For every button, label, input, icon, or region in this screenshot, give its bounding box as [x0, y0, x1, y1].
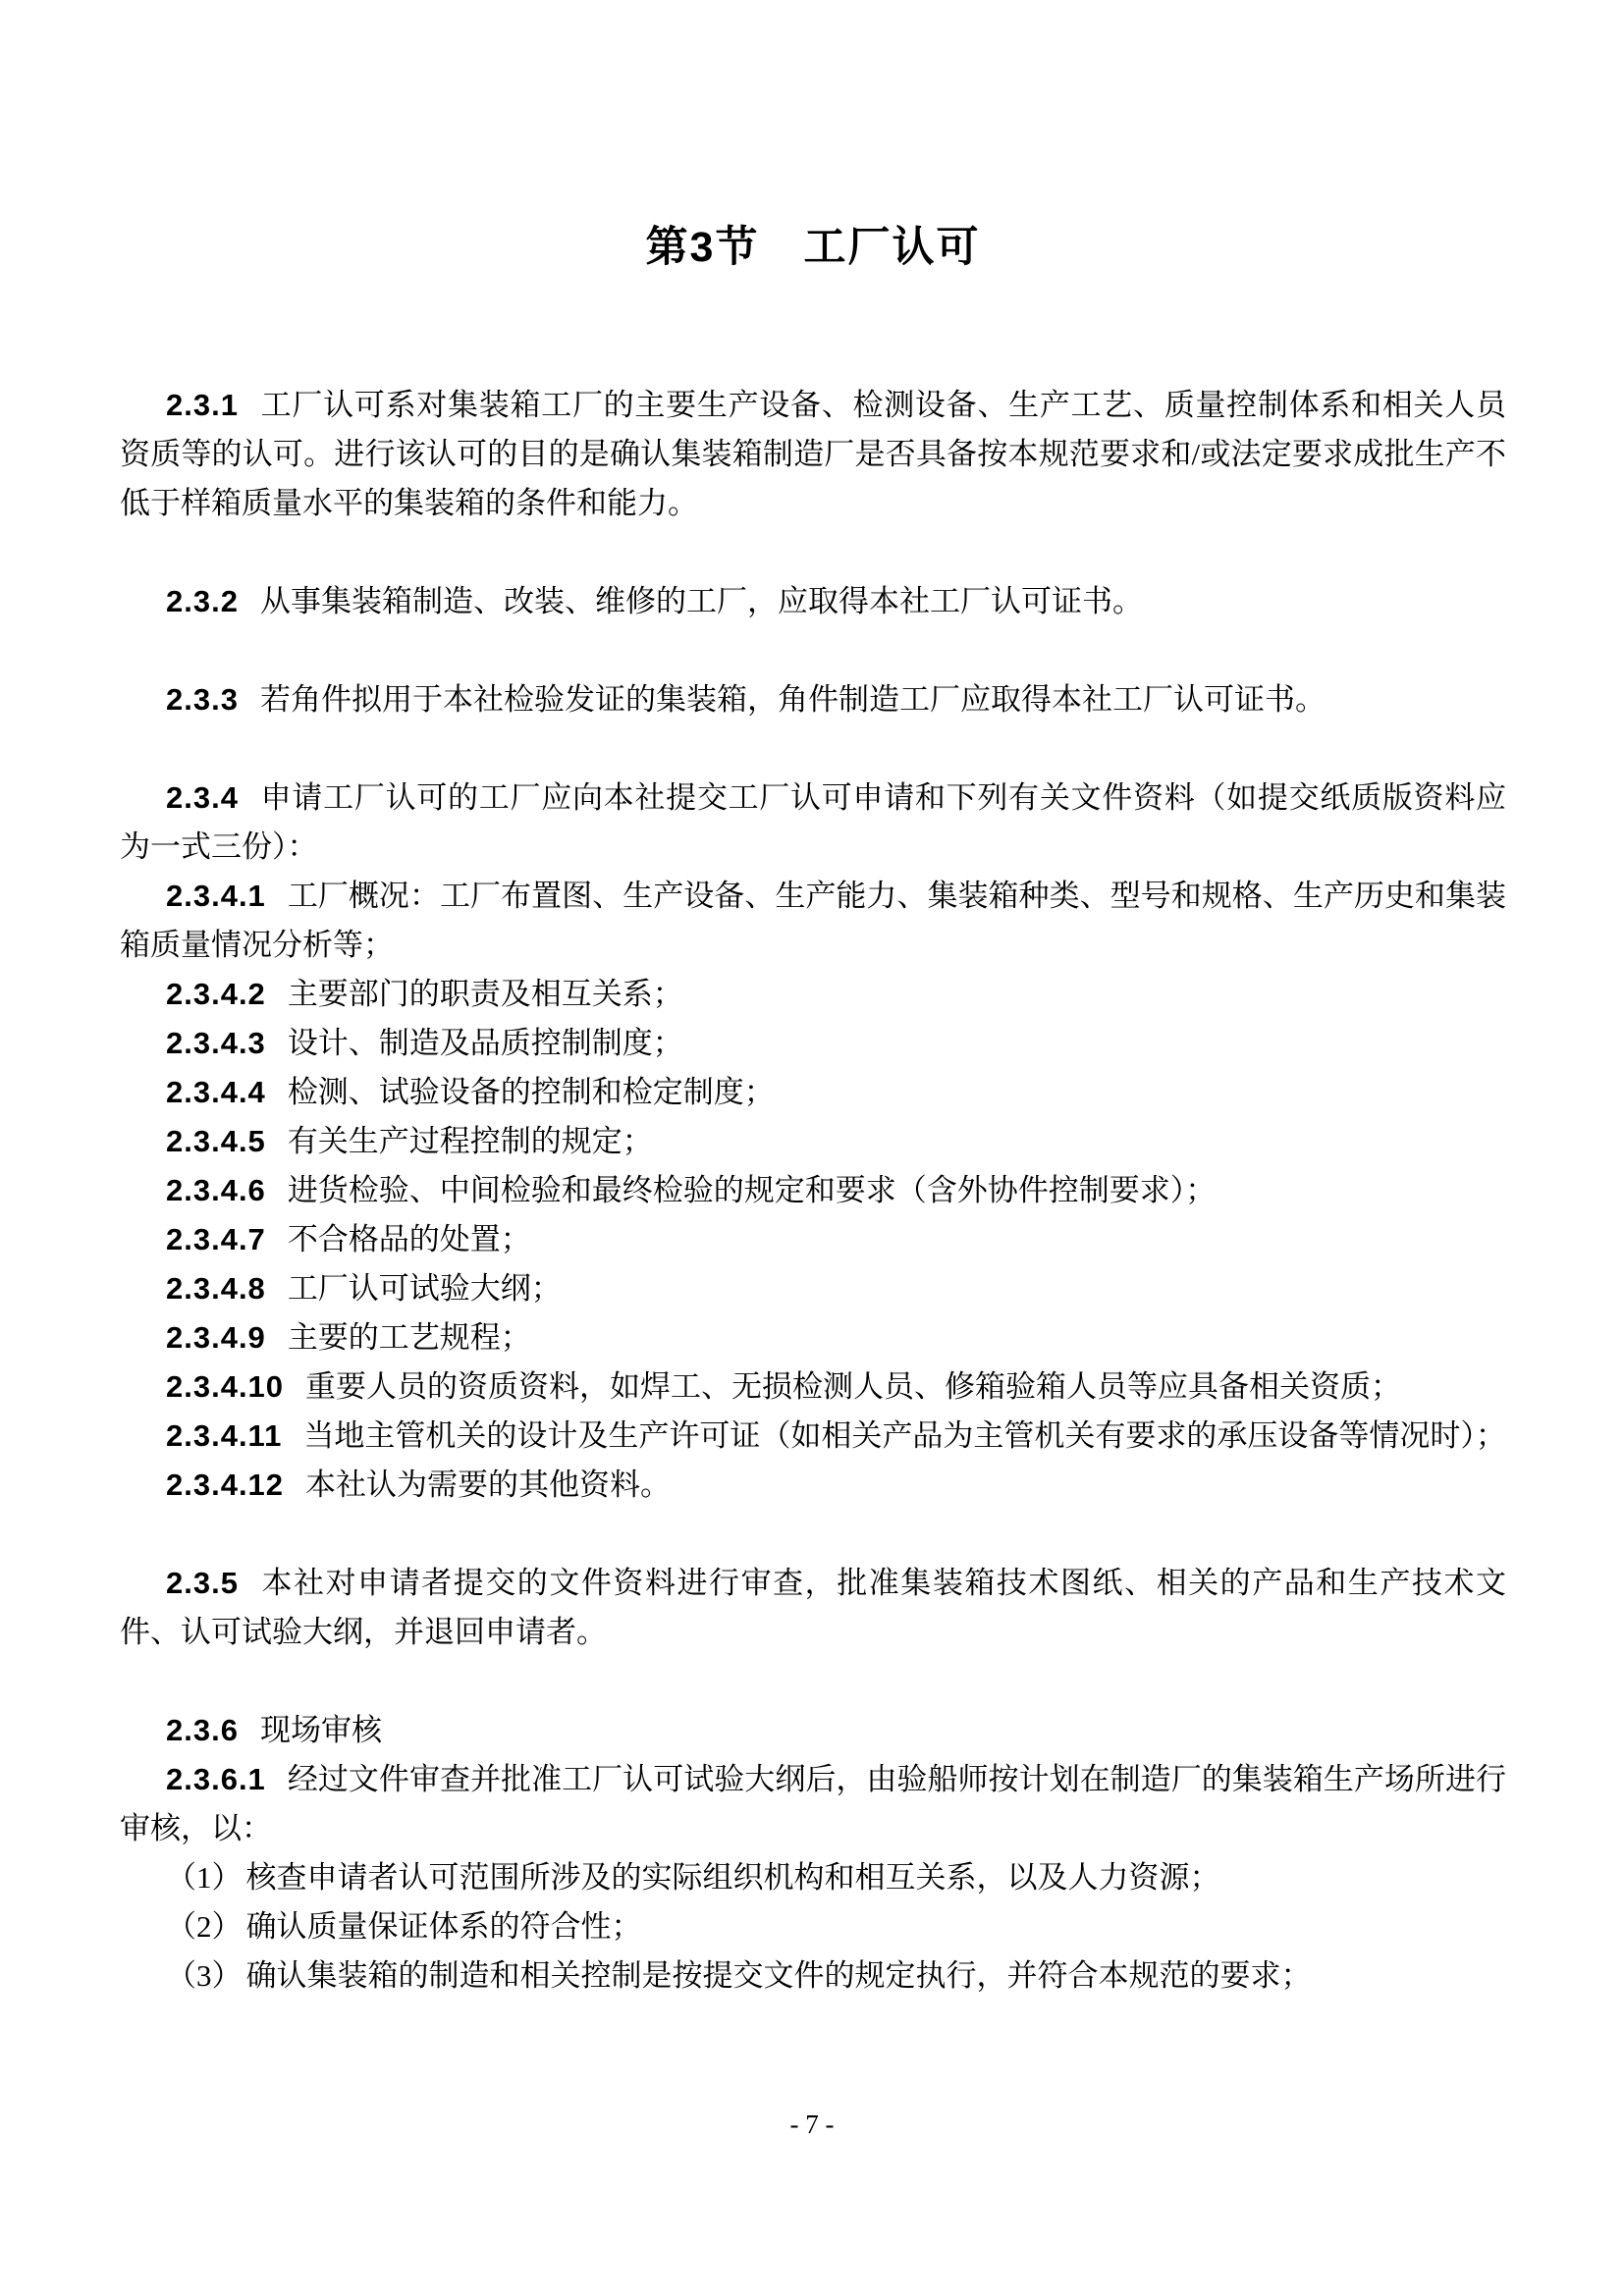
- clause-text: 主要部门的职责及相互关系；: [287, 977, 683, 1011]
- clause-2-3-4-4: [120, 1068, 1506, 1117]
- clause-2-3-4: [120, 774, 1506, 872]
- clause-text: 经过文件审查并批准工厂认可试验大纲后，由验船师按计划在制造厂的集装箱生产场所进行审核，以：: [120, 1762, 1506, 1845]
- clause-number: 2.3.4.12: [166, 1468, 285, 1502]
- document-body: [120, 381, 1506, 2001]
- clause-text: 工厂概况：工厂布置图、生产设备、生产能力、集装箱种类、型号和规格、生产历史和集装箱质量情况分析等；: [120, 879, 1506, 962]
- clause-text: 主要的工艺规程；: [287, 1320, 531, 1355]
- clause-text: 重要人员的资质资料，如焊工、无损检测人员、修箱验箱人员等应具备相关资质；: [305, 1369, 1402, 1404]
- list-item-text: 确认质量保证体系的符合性；: [245, 1909, 642, 1944]
- list-item-1: [120, 1853, 1506, 1902]
- clause-text: 从事集装箱制造、改装、维修的工厂，应取得本社工厂认可证书。: [259, 584, 1143, 618]
- list-item-3: [120, 1951, 1506, 2001]
- clause-2-3-1: [120, 381, 1506, 528]
- clause-number: 2.3.5: [166, 1566, 239, 1600]
- clause-number: 2.3.4.6: [166, 1173, 266, 1207]
- list-item-text: 核查申请者认可范围所涉及的实际组织机构和相互关系，以及人力资源；: [245, 1860, 1220, 1895]
- clause-number: 2.3.4.4: [166, 1075, 266, 1109]
- clause-text: 有关生产过程控制的规定；: [287, 1124, 653, 1158]
- clause-2-3-4-10: [120, 1362, 1506, 1412]
- clause-text: 不合格品的处置；: [287, 1222, 531, 1256]
- clause-2-3-6: [120, 1706, 1506, 1755]
- clause-2-3-4-8: [120, 1264, 1506, 1313]
- clause-number: 2.3.4.7: [166, 1222, 266, 1256]
- clause-2-3-4-1: [120, 872, 1506, 970]
- clause-number: 2.3.4.3: [166, 1026, 266, 1060]
- clause-number: 2.3.4.2: [166, 977, 266, 1011]
- list-item-2: [120, 1902, 1506, 1951]
- clause-text: 工厂认可试验大纲；: [287, 1271, 562, 1306]
- clause-number: 2.3.4.5: [166, 1124, 266, 1158]
- clause-text: 工厂认可系对集装箱工厂的主要生产设备、检测设备、生产工艺、质量控制体系和相关人员资质等的认可。进行该认可的目的是确认集装箱制造厂是否具备按本规范要求和/或法定要求成批生产不低于样箱质量水平的集装箱的条件和能力。: [120, 388, 1506, 520]
- clause-2-3-4-9: [120, 1313, 1506, 1362]
- clause-number: 2.3.4.8: [166, 1271, 266, 1306]
- clause-2-3-4-3: [120, 1019, 1506, 1068]
- clause-text: 检测、试验设备的控制和检定制度；: [287, 1075, 775, 1109]
- clause-number: 2.3.4.11: [166, 1418, 283, 1453]
- clause-text: 设计、制造及品质控制制度；: [287, 1026, 683, 1060]
- list-item-marker: （2）: [166, 1909, 243, 1944]
- clause-2-3-5: [120, 1559, 1506, 1657]
- clause-2-3-4-6: [120, 1166, 1506, 1215]
- clause-text: 申请工厂认可的工厂应向本社提交工厂认可申请和下列有关文件资料（如提交纸质版资料应为一式三份）：: [120, 780, 1506, 864]
- clause-number: 2.3.6: [166, 1713, 239, 1747]
- clause-number: 2.3.1: [166, 388, 239, 422]
- clause-2-3-3: [120, 675, 1506, 724]
- clause-number: 2.3.4.10: [166, 1369, 285, 1404]
- clause-2-3-4-7: [120, 1215, 1506, 1264]
- clause-2-3-4-12: [120, 1461, 1506, 1510]
- clause-2-3-4-2: [120, 970, 1506, 1019]
- clause-number: 2.3.4.1: [166, 879, 266, 913]
- clause-2-3-2: [120, 577, 1506, 626]
- clause-number: 2.3.4.9: [166, 1320, 266, 1355]
- section-title: 第3节 工厂认可: [645, 224, 981, 271]
- page-number: - 7 -: [789, 2109, 835, 2139]
- clause-number: 2.3.6.1: [166, 1762, 266, 1796]
- clause-text: 现场审核: [259, 1713, 382, 1747]
- clause-text: 进货检验、中间检验和最终检验的规定和要求（含外协件控制要求）；: [287, 1173, 1217, 1207]
- clause-number: 2.3.2: [166, 584, 239, 618]
- list-item-marker: （1）: [166, 1860, 243, 1895]
- clause-text: 本社认为需要的其他资料。: [305, 1468, 672, 1502]
- clause-number: 2.3.3: [166, 682, 239, 717]
- list-item-marker: （3）: [166, 1958, 243, 1993]
- clause-2-3-4-11: [120, 1412, 1506, 1461]
- clause-2-3-6-1: [120, 1755, 1506, 1853]
- clause-2-3-4-5: [120, 1117, 1506, 1166]
- list-item-text: 确认集装箱的制造和相关控制是按提交文件的规定执行，并符合本规范的要求；: [245, 1958, 1312, 1993]
- clause-number: 2.3.4: [166, 780, 239, 815]
- clause-text: 当地主管机关的设计及生产许可证（如相关产品为主管机关有要求的承压设备等情况时）；: [303, 1418, 1506, 1453]
- clause-text: 本社对申请者提交的文件资料进行审查，批准集装箱技术图纸、相关的产品和生产技术文件、认可试验大纲，并退回申请者。: [120, 1566, 1506, 1649]
- clause-text: 若角件拟用于本社检验发证的集装箱，角件制造工厂应取得本社工厂认可证书。: [259, 682, 1326, 717]
